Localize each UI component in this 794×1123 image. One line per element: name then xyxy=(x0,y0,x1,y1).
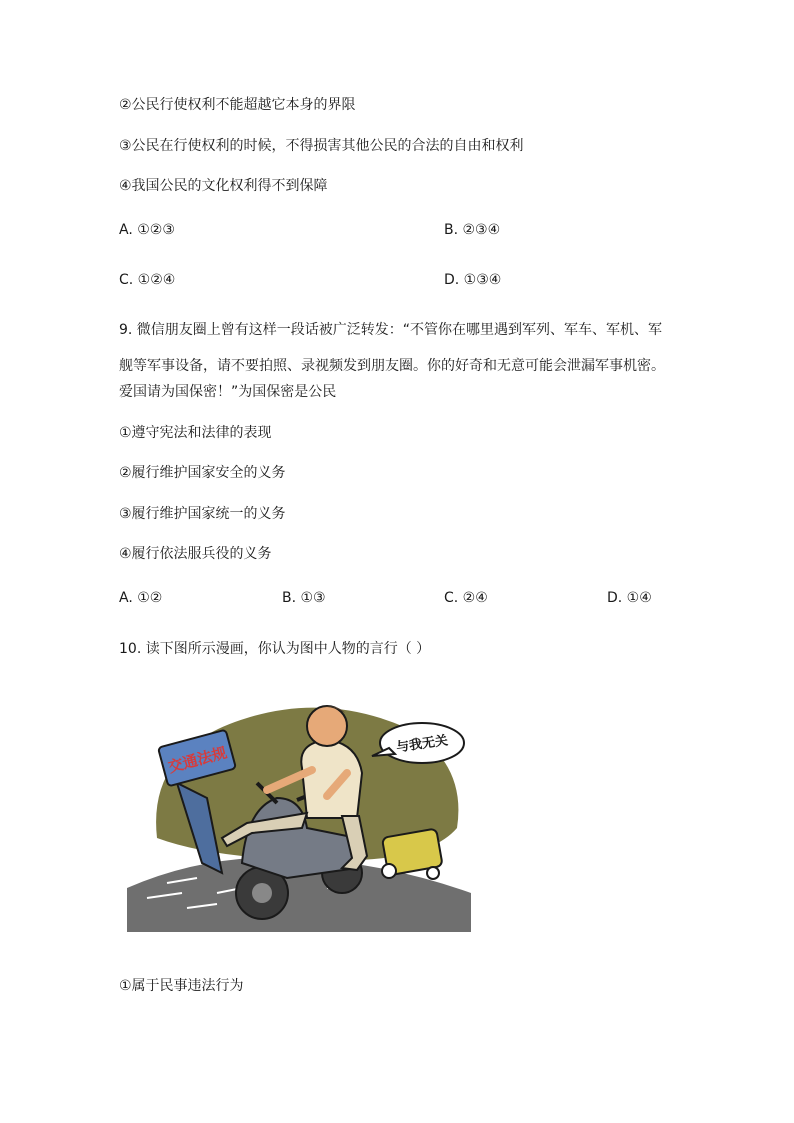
crushed-object xyxy=(382,828,443,879)
q8-option-d: D. ①③④ xyxy=(444,272,502,288)
q8-item-2: ②公民行使权利不能超越它本身的界限 xyxy=(119,97,356,113)
q9-option-c: C. ②④ xyxy=(444,590,488,606)
q9-option-b: B. ①③ xyxy=(282,590,326,606)
speech-text: 与我无关 xyxy=(395,733,450,756)
q9-stem-line-2: 舰等军事设备，请不要拍照、录视频发到朋友圈。你的好奇和无意可能会泄漏军事机密。 xyxy=(119,358,665,374)
q9-item-4: ④履行依法服兵役的义务 xyxy=(119,546,272,562)
q8-item-4: ④我国公民的文化权利得不到保障 xyxy=(119,178,328,194)
q9-option-a: A. ①② xyxy=(119,590,163,606)
q9-stem-line-1: 9. 微信朋友圈上曾有这样一段话被广泛转发：“不管你在哪里遇到军列、军车、军机、军 xyxy=(119,322,663,338)
cartoon-illustration xyxy=(127,688,471,932)
q10-stem: 10. 读下图所示漫画，你认为图中人物的言行（ ） xyxy=(119,641,431,657)
q8-item-3: ③公民在行使权利的时候，不得损害其他公民的合法的自由和权利 xyxy=(119,138,524,154)
q9-item-1: ①遵守宪法和法律的表现 xyxy=(119,425,272,441)
q9-option-d: D. ①④ xyxy=(607,590,652,606)
q9-item-2: ②履行维护国家安全的义务 xyxy=(119,465,286,481)
q9-item-3: ③履行维护国家统一的义务 xyxy=(119,506,286,522)
sign-text: 交通法规 xyxy=(166,743,229,777)
q10-item-1: ①属于民事违法行为 xyxy=(119,978,244,994)
q8-option-b: B. ②③④ xyxy=(444,222,501,238)
q8-option-c: C. ①②④ xyxy=(119,272,176,288)
q8-option-a: A. ①②③ xyxy=(119,222,175,238)
q9-stem-line-3: 爱国请为国保密！”为国保密是公民 xyxy=(119,384,337,400)
traffic-law-cartoon xyxy=(127,688,471,932)
